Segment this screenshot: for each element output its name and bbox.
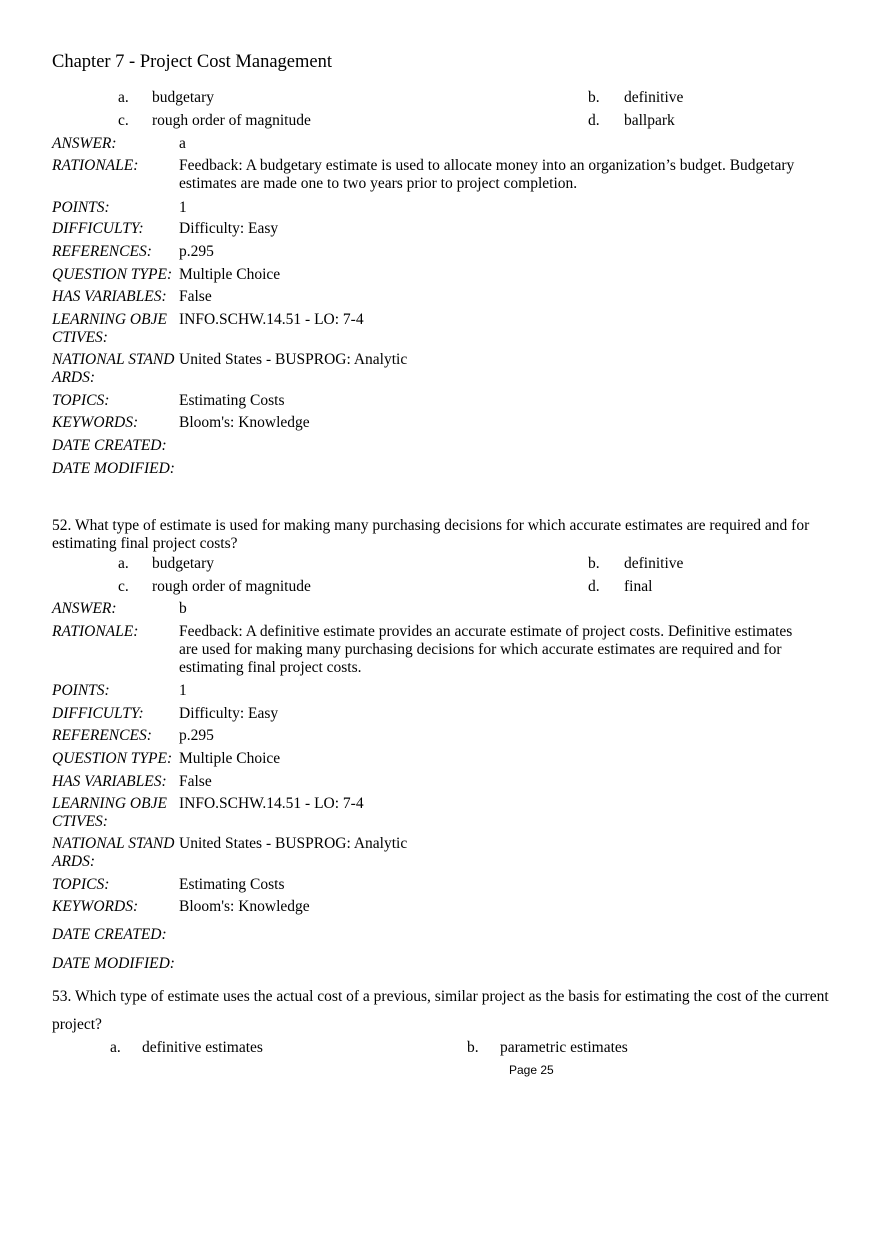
answer-value: b — [179, 600, 187, 617]
has-variables-value: False — [179, 773, 212, 790]
choice-text: definitive — [624, 89, 684, 106]
choice-text: budgetary — [152, 555, 214, 572]
choice-text: ballpark — [624, 112, 675, 129]
topics-value: Estimating Costs — [179, 392, 285, 409]
difficulty-label: DIFFICULTY: — [52, 705, 144, 722]
keywords-value: Bloom's: Knowledge — [179, 414, 310, 431]
date-created-label: DATE CREATED: — [52, 437, 167, 454]
national-standards-label: NATIONAL STAND ARDS: — [52, 351, 175, 386]
answer-label: ANSWER: — [52, 135, 117, 152]
question-text: 52. What type of estimate is used for making many purchasing decisions for which accurate estimates are required and for estimating final project costs? — [52, 517, 810, 552]
has-variables-value: False — [179, 288, 212, 305]
answer-label: ANSWER: — [52, 600, 117, 617]
references-value: p.295 — [179, 243, 214, 260]
choice-text: rough order of magnitude — [152, 578, 311, 595]
topics-label: TOPICS: — [52, 392, 110, 409]
keywords-label: KEYWORDS: — [52, 414, 139, 431]
date-modified-label: DATE MODIFIED: — [52, 460, 175, 477]
choice-text: rough order of magnitude — [152, 112, 311, 129]
choice-letter: a. — [118, 89, 129, 106]
choice-letter: a. — [118, 555, 129, 572]
topics-label: TOPICS: — [52, 876, 110, 893]
learning-objectives-value: INFO.SCHW.14.51 - LO: 7-4 — [179, 311, 364, 328]
choice-letter: d. — [588, 112, 600, 129]
references-label: REFERENCES: — [52, 243, 152, 260]
question-text: 53. Which type of estimate uses the actual cost of a previous, similar project as the basis for estimating the cost of the current project? — [52, 988, 829, 1033]
choice-text: budgetary — [152, 89, 214, 106]
learning-objectives-value: INFO.SCHW.14.51 - LO: 7-4 — [179, 795, 364, 812]
question-type-label: QUESTION TYPE: — [52, 750, 173, 767]
choice-letter: c. — [118, 578, 129, 595]
rationale-value: Feedback: A budgetary estimate is used to allocate money into an organization’s budget. Budgetary estimates are made one to two years prior to project completion. — [179, 157, 795, 192]
question-type-value: Multiple Choice — [179, 266, 281, 283]
choice-text: parametric estimates — [500, 1039, 628, 1056]
national-standards-value: United States - BUSPROG: Analytic — [179, 835, 408, 852]
question-type-value: Multiple Choice — [179, 750, 281, 767]
rationale-value: Feedback: A definitive estimate provides an accurate estimate of project costs. Definitive estimates are used for making many purchasing decisions for which accurate estimates are required and for estimating final project costs. — [179, 623, 793, 676]
choice-letter: b. — [467, 1039, 479, 1056]
choice-letter: d. — [588, 578, 600, 595]
has-variables-label: HAS VARIABLES: — [52, 773, 167, 790]
choice-letter: b. — [588, 89, 600, 106]
choice-letter: c. — [118, 112, 129, 129]
difficulty-label: DIFFICULTY: — [52, 220, 144, 237]
date-created-label: DATE CREATED: — [52, 926, 167, 943]
choice-letter: b. — [588, 555, 600, 572]
has-variables-label: HAS VARIABLES: — [52, 288, 167, 305]
question-type-label: QUESTION TYPE: — [52, 266, 173, 283]
references-value: p.295 — [179, 727, 214, 744]
national-standards-label: NATIONAL STAND ARDS: — [52, 835, 175, 870]
references-label: REFERENCES: — [52, 727, 152, 744]
choice-text: final — [624, 578, 653, 595]
topics-value: Estimating Costs — [179, 876, 285, 893]
points-label: POINTS: — [52, 682, 110, 699]
difficulty-value: Difficulty: Easy — [179, 220, 279, 237]
points-label: POINTS: — [52, 199, 110, 216]
choice-text: definitive estimates — [142, 1039, 263, 1056]
rationale-label: RATIONALE: — [52, 623, 139, 640]
answer-value: a — [179, 135, 186, 152]
keywords-label: KEYWORDS: — [52, 898, 139, 915]
choice-text: definitive — [624, 555, 684, 572]
points-value: 1 — [179, 199, 187, 216]
learning-objectives-label: LEARNING OBJE CTIVES: — [52, 795, 167, 830]
page-title: Chapter 7 - Project Cost Management — [52, 52, 333, 72]
difficulty-value: Difficulty: Easy — [179, 705, 279, 722]
rationale-label: RATIONALE: — [52, 157, 139, 174]
national-standards-value: United States - BUSPROG: Analytic — [179, 351, 408, 368]
keywords-value: Bloom's: Knowledge — [179, 898, 310, 915]
learning-objectives-label: LEARNING OBJE CTIVES: — [52, 311, 167, 346]
page-number: Page 25 — [509, 1063, 554, 1077]
choice-letter: a. — [110, 1039, 121, 1056]
points-value: 1 — [179, 682, 187, 699]
date-modified-label: DATE MODIFIED: — [52, 955, 175, 972]
